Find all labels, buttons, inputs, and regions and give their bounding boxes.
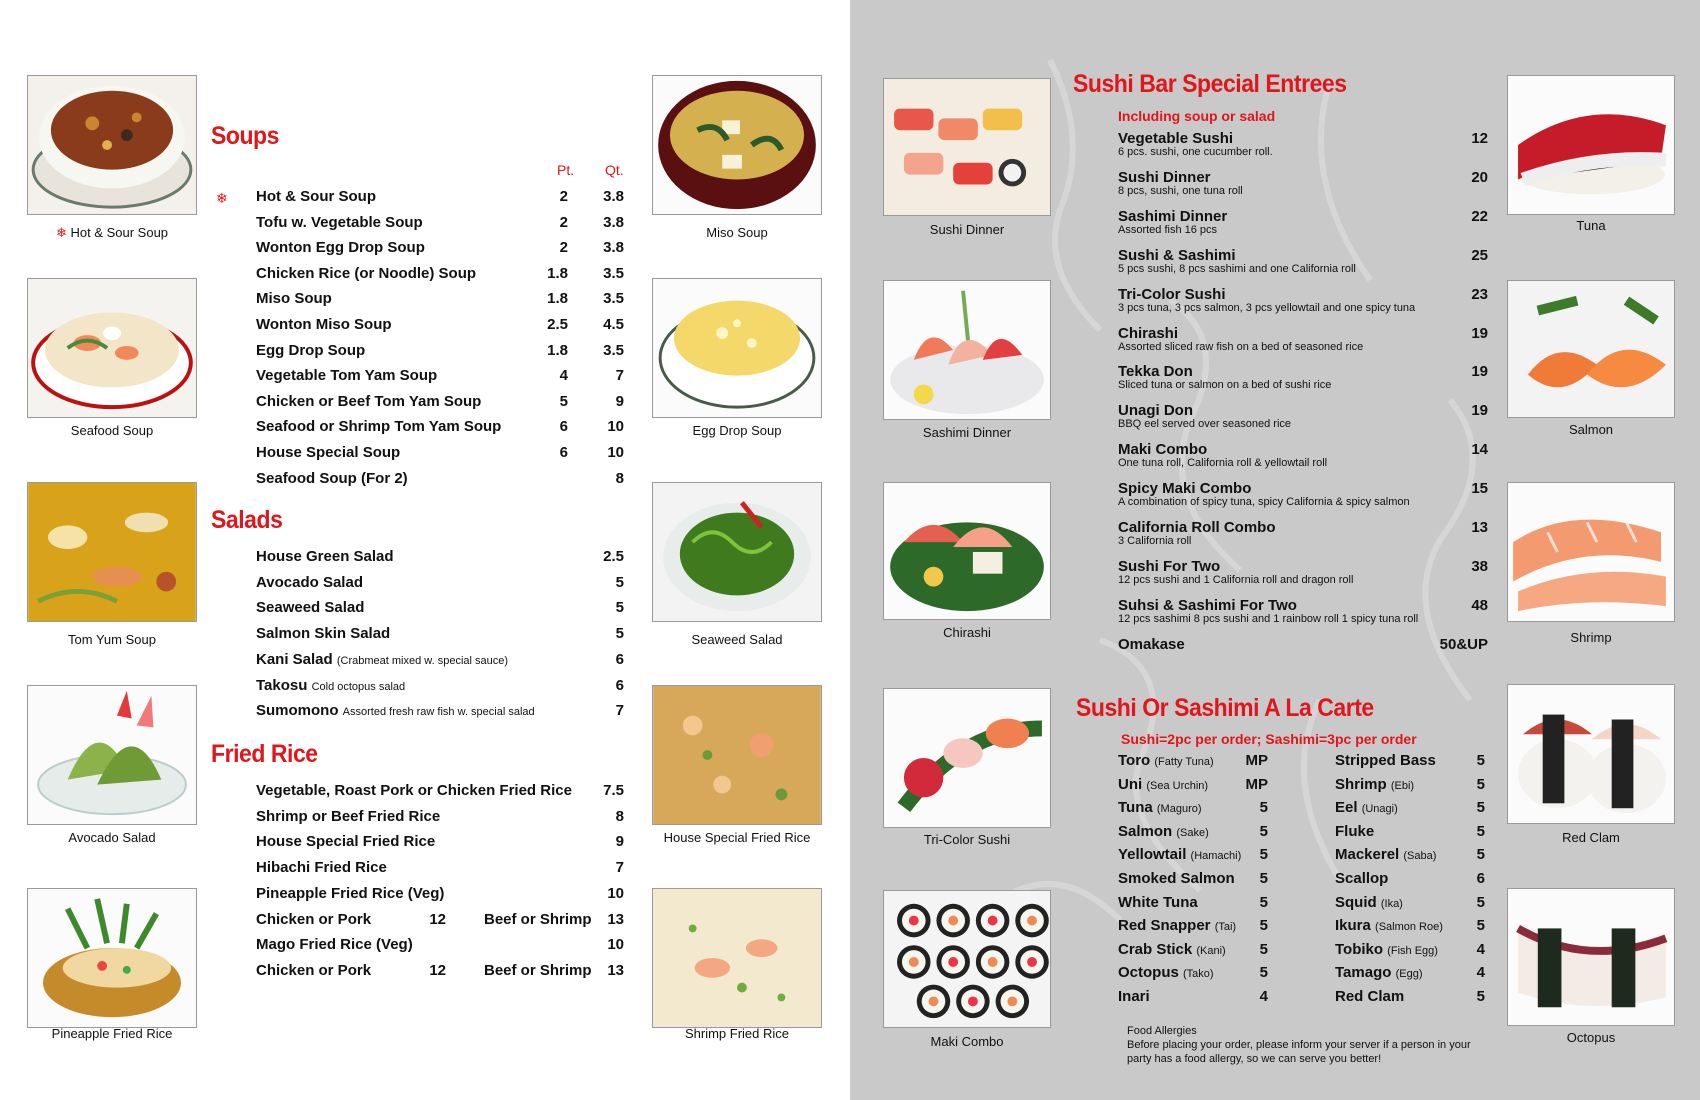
soup-row [256, 418, 624, 442]
salad-price: 7 [615, 702, 624, 720]
soup-qt-price: 3.5 [603, 341, 624, 359]
a-la-carte-price: 5 [1476, 775, 1485, 793]
salad-note: (Crabmeat mixed w. special sauce) [336, 654, 509, 667]
salad-name-wrap [256, 651, 508, 668]
entree-item [1118, 636, 1488, 653]
entree-item [1118, 441, 1488, 469]
salad-name-wrap [256, 702, 535, 719]
soup-pt-price: 2 [559, 213, 568, 231]
entree-description: Sliced tuna or salmon on a bed of sushi rice [1118, 379, 1332, 392]
soups-title: Soups [211, 122, 279, 150]
fried-rice-name: Chicken or Pork [256, 910, 372, 928]
salad-name: Kani Salad [256, 650, 333, 668]
entree-item [1118, 286, 1488, 314]
a-la-carte-name: Crab Stick [1118, 940, 1193, 958]
allergy-title: Food Allergies [1127, 1025, 1197, 1037]
a-la-carte-price: 5 [1259, 893, 1268, 911]
a-la-carte-price: 5 [1259, 799, 1268, 817]
fried-rice-price: 7 [615, 859, 624, 877]
entree-item [1118, 480, 1488, 508]
seafood-soup-photo [27, 278, 197, 418]
fried-rice-row [256, 885, 624, 909]
caption-maki-combo: Maki Combo [930, 1034, 1004, 1049]
entree-name: Vegetable Sushi [1118, 130, 1234, 147]
a-la-carte-item [1118, 823, 1268, 845]
a-la-carte-name: Shrimp [1335, 775, 1387, 793]
fried-rice-price: 10 [607, 884, 624, 902]
salad-price: 6 [615, 650, 624, 668]
caption-salmon: Salmon [1568, 422, 1614, 437]
entree-price: 20 [1471, 168, 1488, 186]
a-la-carte-price: 5 [1476, 917, 1485, 935]
entree-name: Maki Combo [1118, 441, 1208, 459]
a-la-carte-japanese: (Tako) [1183, 968, 1214, 981]
fried-rice-price: 13 [607, 961, 624, 979]
salad-price: 5 [615, 625, 624, 643]
entree-name: Spicy Maki Combo [1118, 480, 1252, 498]
a-la-carte-name: Mackerel [1335, 846, 1400, 864]
soup-pt-price: 1.8 [547, 264, 568, 282]
a-la-carte-name: Red Clam [1335, 988, 1405, 1005]
hot-sour-soup-photo [27, 75, 197, 215]
soup-qt-price: 3.8 [603, 188, 624, 205]
a-la-carte-name: Salmon [1118, 822, 1173, 840]
a-la-carte-name: White Tuna [1118, 893, 1198, 911]
soup-qt-price: 10 [607, 444, 624, 461]
a-la-carte-price: 6 [1476, 870, 1485, 887]
entree-price: 50&UP [1439, 635, 1488, 653]
soup-name: Tofu w. Vegetable Soup [256, 213, 423, 231]
entree-description: 5 pcs sushi, 8 pcs sashimi and one California roll [1118, 262, 1356, 275]
caption-house-special-fried-rice: House Special Fried Rice [663, 830, 811, 845]
caption-seaweed-salad: Seaweed Salad [691, 632, 783, 647]
salad-name: Seaweed Salad [256, 599, 365, 617]
a-la-carte-japanese: (Fatty Tuna) [1154, 756, 1214, 768]
a-la-carte-subtitle: Sushi=2pc per order; Sashimi=3pc per order [1121, 731, 1417, 747]
a-la-carte-item [1118, 917, 1268, 939]
fried-rice-row [256, 962, 624, 986]
entree-description: A combination of spicy tuna, spicy California & spicy salmon [1118, 496, 1410, 509]
entree-item [1118, 130, 1488, 158]
salad-price: 5 [615, 573, 624, 591]
entree-item [1118, 402, 1488, 430]
a-la-carte-name: Scallop [1335, 870, 1389, 887]
soup-pt-price: 2.5 [547, 316, 568, 333]
fried-rice-price-1: 12 [429, 910, 446, 928]
a-la-carte-item [1118, 846, 1268, 868]
maki-combo-photo [883, 890, 1051, 1028]
entree-name: Tri-Color Sushi [1118, 285, 1226, 303]
salad-price: 2.5 [603, 548, 624, 565]
a-la-carte-title: Sushi Or Sashimi A La Carte [1076, 694, 1374, 722]
fried-rice-row [256, 859, 624, 883]
a-la-carte-name: Tuna [1118, 799, 1153, 817]
entree-name: California Roll Combo [1118, 519, 1276, 536]
a-la-carte-japanese: (Hamachi) [1190, 850, 1242, 863]
a-la-carte-item [1118, 941, 1268, 963]
soup-row [256, 367, 624, 391]
entree-name: Tekka Don [1118, 363, 1193, 381]
special-entrees-title: Sushi Bar Special Entrees [1073, 70, 1347, 98]
soups-col-qt: Qt. [605, 162, 624, 178]
entree-description: BBQ eel served over seasoned rice [1118, 418, 1292, 431]
caption-seafood-soup: Seafood Soup [70, 423, 154, 438]
entree-description: One tuna roll, California roll & yellowtail roll [1118, 457, 1328, 470]
a-la-carte-item [1118, 894, 1268, 916]
entree-description: Assorted sliced raw fish on a bed of seasoned rice [1118, 340, 1364, 353]
a-la-carte-price: 5 [1259, 822, 1268, 840]
food-allergy-notice [1127, 1024, 1487, 1066]
entree-name: Unagi Don [1118, 402, 1193, 420]
caption-avocado-salad: Avocado Salad [68, 830, 156, 845]
fried-rice-row [256, 782, 624, 806]
a-la-carte-name: Red Snapper [1118, 917, 1211, 935]
salad-name: Salmon Skin Salad [256, 625, 391, 643]
salad-name-wrap [256, 574, 363, 591]
avocado-salad-photo [27, 685, 197, 825]
a-la-carte-price: 4 [1259, 988, 1268, 1005]
entree-item [1118, 247, 1488, 275]
soup-qt-price: 3.8 [603, 239, 624, 257]
a-la-carte-name: Tamago [1335, 964, 1392, 982]
a-la-carte-japanese: (Tai) [1214, 921, 1237, 934]
soup-qt-price: 7 [615, 367, 624, 385]
pineapple-fried-rice-photo [27, 888, 197, 1028]
fried-rice-name: House Special Fried Rice [256, 833, 436, 851]
soup-pt-price: 2 [559, 239, 568, 257]
caption-shrimp: Shrimp [1570, 630, 1612, 645]
a-la-carte-japanese: (Kani) [1196, 944, 1226, 957]
fried-rice-price: 8 [615, 807, 624, 825]
fried-rice-name-2: Beef or Shrimp [484, 961, 592, 979]
soup-row [256, 393, 624, 417]
salad-name: Sumomono [256, 702, 339, 720]
a-la-carte-name: Stripped Bass [1335, 752, 1436, 769]
shrimp-fried-rice-photo [652, 888, 822, 1028]
entree-price: 19 [1471, 402, 1488, 420]
tri-color-sushi-photo [883, 688, 1051, 828]
entree-price: 13 [1471, 519, 1488, 536]
fried-rice-row [256, 911, 624, 935]
entree-price: 19 [1471, 363, 1488, 381]
salad-row [256, 548, 624, 572]
a-la-carte-japanese: (Sea Urchin) [1146, 779, 1209, 792]
a-la-carte-item [1118, 752, 1268, 774]
a-la-carte-price: 5 [1476, 822, 1485, 840]
a-la-carte-name: Inari [1118, 988, 1150, 1005]
a-la-carte-name: Smoked Salmon [1118, 870, 1235, 887]
soup-qt-price: 10 [607, 418, 624, 436]
soup-pt-price: 5 [559, 392, 568, 410]
caption-sashimi-dinner: Sashimi Dinner [922, 425, 1012, 440]
entree-name: Sushi For Two [1118, 557, 1221, 575]
caption-chirashi: Chirashi [943, 625, 991, 640]
caption-egg-drop-soup: Egg Drop Soup [692, 423, 782, 438]
soup-pt-price: 2 [559, 188, 568, 205]
red-clam-photo [1507, 684, 1675, 824]
a-la-carte-item [1118, 988, 1268, 1010]
a-la-carte-name: Fluke [1335, 822, 1375, 840]
soup-row [256, 444, 624, 468]
caption-sushi-dinner: Sushi Dinner [929, 222, 1005, 237]
a-la-carte-item [1335, 941, 1485, 963]
house-special-fried-rice-photo [652, 685, 822, 825]
salads-title: Salads [211, 506, 283, 534]
a-la-carte-price: 5 [1259, 964, 1268, 982]
a-la-carte-price: 5 [1476, 893, 1485, 911]
a-la-carte-item [1335, 752, 1485, 774]
tom-yum-soup-photo [27, 482, 197, 622]
fried-rice-name: Hibachi Fried Rice [256, 859, 387, 877]
fried-rice-name: Vegetable, Roast Pork or Chicken Fried Rice [256, 782, 572, 799]
caption-hot-sour-soup: ❄ Hot & Sour Soup [55, 225, 169, 240]
a-la-carte-price: 4 [1476, 964, 1485, 982]
entree-item [1118, 558, 1488, 586]
fried-rice-name: Mago Fried Rice (Veg) [256, 936, 413, 954]
special-entrees-subtitle: Including soup or salad [1118, 108, 1276, 124]
entree-description: Assorted fish 16 pcs [1118, 223, 1218, 236]
soup-qt-price: 3.5 [603, 290, 624, 308]
entree-name: Chirashi [1118, 324, 1179, 342]
a-la-carte-price: 4 [1476, 940, 1485, 958]
fried-rice-price: 9 [615, 833, 624, 851]
a-la-carte-item [1335, 917, 1485, 939]
soup-row [256, 316, 624, 340]
caption-miso-soup: Miso Soup [706, 225, 768, 240]
entree-description: 12 pcs sushi and 1 California roll and dragon roll [1118, 573, 1354, 586]
soup-row [256, 470, 624, 494]
fried-rice-name: Pineapple Fried Rice (Veg) [256, 884, 445, 902]
a-la-carte-item [1335, 823, 1485, 845]
soup-name: Seafood or Shrimp Tom Yam Soup [256, 418, 502, 436]
soup-row [256, 342, 624, 366]
entree-description: 3 California roll [1118, 535, 1192, 547]
salmon-photo [1507, 280, 1675, 418]
entree-item [1118, 208, 1488, 236]
fried-rice-title: Fried Rice [211, 740, 318, 768]
entree-item [1118, 169, 1488, 197]
soup-qt-price: 9 [615, 392, 624, 410]
caption-shrimp-fried-rice: Shrimp Fried Rice [684, 1026, 790, 1041]
soup-name: Chicken Rice (or Noodle) Soup [256, 264, 477, 282]
soup-pt-price: 4 [559, 367, 568, 385]
a-la-carte-name: Uni [1118, 775, 1143, 793]
chirashi-photo [883, 482, 1051, 620]
a-la-carte-name: Ikura [1335, 917, 1371, 935]
entree-price: 22 [1471, 207, 1488, 225]
salad-name-wrap [256, 548, 394, 565]
salad-name-wrap [256, 677, 405, 694]
a-la-carte-item [1118, 870, 1268, 892]
salad-name-wrap [256, 625, 390, 642]
seaweed-salad-photo [652, 482, 822, 622]
octopus-photo [1507, 888, 1675, 1026]
soup-row [256, 214, 624, 238]
fried-rice-price-1: 12 [429, 961, 446, 979]
soup-row [256, 239, 624, 263]
salad-price: 5 [615, 599, 624, 617]
caption-pineapple-fried-rice: Pineapple Fried Rice [51, 1026, 173, 1041]
soups-col-pt: Pt. [557, 162, 575, 178]
soup-qt-price: 3.8 [603, 213, 624, 231]
a-la-carte-japanese: (Unagi) [1361, 803, 1398, 816]
entree-name: Sushi Dinner [1118, 168, 1211, 186]
sushi-dinner-photo [883, 78, 1051, 216]
soup-qt-price: 3.5 [603, 264, 624, 282]
a-la-carte-item [1335, 894, 1485, 916]
entree-description: 6 pcs. sushi, one cucumber roll. [1118, 146, 1273, 158]
soup-row [256, 265, 624, 289]
a-la-carte-name: Squid [1335, 893, 1377, 911]
entree-item [1118, 325, 1488, 353]
a-la-carte-item [1335, 776, 1485, 798]
a-la-carte-item [1118, 799, 1268, 821]
entree-description: 12 pcs sashimi 8 pcs sushi and 1 rainbow roll 1 spicy tuna roll [1118, 612, 1419, 625]
entree-price: 23 [1471, 285, 1488, 303]
a-la-carte-price: 5 [1259, 870, 1268, 887]
a-la-carte-japanese: (Sake) [1176, 826, 1209, 839]
miso-soup-photo [652, 75, 822, 215]
salad-row [256, 625, 624, 649]
entree-price: 48 [1471, 596, 1488, 614]
caption-tuna: Tuna [1576, 218, 1606, 233]
caption-octopus: Octopus [1566, 1030, 1616, 1045]
a-la-carte-name: Tobiko [1335, 940, 1384, 958]
a-la-carte-item [1118, 776, 1268, 798]
caption-tri-color-sushi: Tri-Color Sushi [923, 832, 1011, 847]
soup-pt-price: 6 [559, 444, 568, 461]
a-la-carte-item [1335, 964, 1485, 986]
soup-row [256, 290, 624, 314]
a-la-carte-item [1335, 846, 1485, 868]
soup-name: Wonton Miso Soup [256, 316, 392, 333]
salad-name: Takosu [256, 676, 308, 694]
salad-row [256, 677, 624, 701]
salad-price: 6 [615, 676, 624, 694]
a-la-carte-japanese: (Salmon Roe) [1375, 921, 1443, 934]
soup-pt-price: 1.8 [547, 341, 568, 359]
salad-row [256, 599, 624, 623]
entree-price: 15 [1471, 480, 1488, 498]
a-la-carte-price: 5 [1476, 988, 1485, 1005]
entree-price: 38 [1471, 557, 1488, 575]
salad-row [256, 702, 624, 726]
fried-rice-row [256, 808, 624, 832]
salad-note: Cold octopus salad [311, 680, 406, 693]
fried-rice-name-2: Beef or Shrimp [484, 910, 592, 928]
fried-rice-price: 10 [607, 936, 624, 954]
soup-name: Wonton Egg Drop Soup [256, 239, 425, 257]
salad-note: Assorted fresh raw fish w. special salad [342, 706, 535, 719]
tuna-photo [1507, 75, 1675, 215]
salad-row [256, 651, 624, 675]
a-la-carte-item [1335, 799, 1485, 821]
entree-price: 25 [1471, 246, 1488, 264]
a-la-carte-japanese: (Saba) [1403, 850, 1437, 863]
fried-rice-price: 7.5 [603, 782, 624, 799]
entree-item [1118, 597, 1488, 625]
a-la-carte-name: Octopus [1118, 964, 1179, 982]
entree-name: Omakase [1118, 635, 1185, 653]
chili-icon: ❄ [216, 190, 228, 206]
soup-name: Chicken or Beef Tom Yam Soup [256, 392, 482, 410]
entree-price: 12 [1471, 130, 1488, 147]
sashimi-dinner-photo [883, 280, 1051, 420]
a-la-carte-japanese: (Fish Egg) [1387, 944, 1438, 957]
a-la-carte-name: Toro [1118, 752, 1151, 769]
a-la-carte-item [1335, 988, 1485, 1010]
soup-name: Egg Drop Soup [256, 341, 366, 359]
soup-qt-price: 4.5 [603, 316, 624, 333]
soup-row [256, 188, 624, 212]
a-la-carte-price: 5 [1259, 917, 1268, 935]
a-la-carte-japanese: (Ebi) [1390, 779, 1415, 792]
caption-red-clam: Red Clam [1562, 830, 1620, 845]
a-la-carte-item [1118, 964, 1268, 986]
allergy-text: Before placing your order, please inform your server if a person in your party has a food allergy, so we can serve you better! [1127, 1039, 1471, 1065]
a-la-carte-price: 5 [1259, 846, 1268, 864]
soup-name: Vegetable Tom Yam Soup [256, 367, 438, 385]
caption-tom-yum-soup: Tom Yum Soup [68, 632, 156, 647]
a-la-carte-price: 5 [1259, 940, 1268, 958]
entree-item [1118, 363, 1488, 391]
a-la-carte-name: Eel [1335, 799, 1358, 817]
shrimp-photo [1507, 482, 1675, 622]
fried-rice-row [256, 833, 624, 857]
soup-pt-price: 1.8 [547, 290, 568, 308]
a-la-carte-item [1335, 870, 1485, 892]
a-la-carte-name: Yellowtail [1118, 846, 1187, 864]
fried-rice-price: 13 [607, 910, 624, 928]
a-la-carte-japanese: (Maguro) [1156, 803, 1202, 816]
salad-row [256, 574, 624, 598]
entree-description: 8 pcs, sushi, one tuna roll [1118, 184, 1243, 197]
fried-rice-row [256, 936, 624, 960]
entree-name: Sushi & Sashimi [1118, 246, 1236, 264]
entree-item [1118, 519, 1488, 547]
soup-name: Hot & Sour Soup [256, 188, 376, 205]
a-la-carte-price: MP [1245, 752, 1268, 769]
entree-name: Suhsi & Sashimi For Two [1118, 596, 1297, 614]
a-la-carte-price: MP [1245, 775, 1268, 793]
soup-qt-price: 8 [615, 469, 624, 487]
a-la-carte-japanese: (Egg) [1395, 968, 1423, 981]
soup-name: House Special Soup [256, 444, 401, 461]
egg-drop-soup-photo [652, 278, 822, 418]
entree-price: 14 [1471, 441, 1488, 459]
entree-price: 19 [1471, 324, 1488, 342]
salad-name-wrap [256, 599, 364, 616]
soup-name: Seafood Soup (For 2) [256, 469, 408, 487]
soup-pt-price: 6 [559, 418, 568, 436]
fried-rice-name: Shrimp or Beef Fried Rice [256, 807, 441, 825]
entree-name: Sashimi Dinner [1118, 207, 1228, 225]
a-la-carte-japanese: (Ika) [1380, 897, 1403, 910]
a-la-carte-price: 5 [1476, 752, 1485, 769]
a-la-carte-price: 5 [1476, 846, 1485, 864]
soup-name: Miso Soup [256, 290, 332, 308]
entree-description: 3 pcs tuna, 3 pcs salmon, 3 pcs yellowtail and one spicy tuna [1118, 301, 1416, 314]
fried-rice-name: Chicken or Pork [256, 961, 372, 979]
salad-name: House Green Salad [256, 548, 394, 565]
a-la-carte-price: 5 [1476, 799, 1485, 817]
salad-name: Avocado Salad [256, 573, 363, 591]
